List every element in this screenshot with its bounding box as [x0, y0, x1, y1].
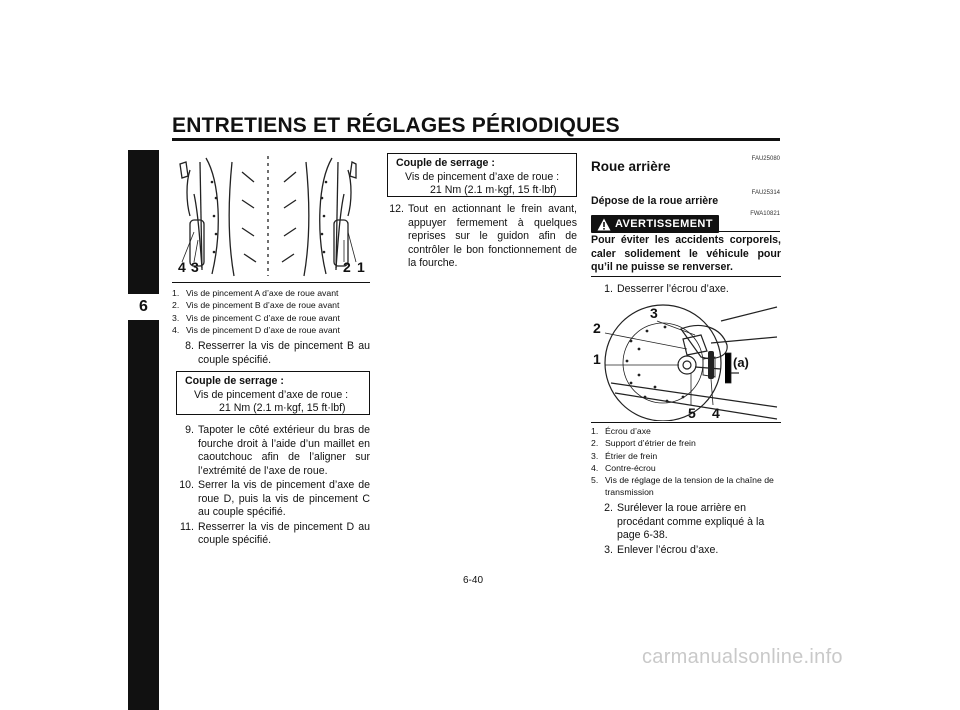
caption-item: 3. Vis de pincement C d’axe de roue avant: [172, 312, 340, 323]
ref-code: FAU25080: [751, 156, 780, 162]
front-axle-figure: [172, 152, 370, 280]
title-rule: [172, 138, 780, 141]
chapter-number: 6: [128, 294, 159, 320]
figure2-caption-list: [591, 425, 783, 499]
callout-2: 2: [593, 320, 601, 336]
callout-1: 1: [357, 259, 365, 275]
caption-item: 1. Écrou d’axe: [591, 426, 651, 436]
torque-value: 21 Nm (2.1 m·kgf, 15 ft·lbf): [219, 402, 346, 414]
caption-item: 5. Vis de réglage de la tension de la chaîne de transmission: [591, 475, 774, 498]
callout-4: 4: [178, 259, 186, 275]
warning-text: Pour éviter les accidents corporels, caler solidement le véhicule pour qu’il ne puisse se renverser.: [591, 234, 781, 273]
section-title: Roue arrière: [591, 159, 671, 174]
step-item: 2. Surélever la roue arrière en procédant comme expliqué à la page 6-38.: [604, 502, 765, 541]
caption-item: 2. Vis de pincement B d’axe de roue avant: [172, 300, 340, 311]
figure-divider: [172, 282, 370, 283]
step-item: 9. Tapoter le côté extérieur du bras de fourche droit à l’aide d’un maillet en caoutchouc afin de l’aligner sur l’extrémité de l’axe de roue.: [185, 424, 370, 477]
step-12: [382, 203, 577, 272]
sub-title: Dépose de la roue arrière: [591, 195, 719, 207]
callout-5: 5: [688, 405, 696, 421]
rear-axle-figure: [591, 301, 781, 421]
ref-code: FWA10821: [750, 211, 780, 217]
caption-item: 4. Vis de pincement D d’axe de roue avant: [172, 324, 340, 335]
caption-item: 3. Étrier de frein: [591, 450, 658, 461]
front-fork-illustration: [172, 152, 370, 280]
step-item: 3. Enlever l’écrou d’axe.: [604, 543, 719, 556]
chapter-tab: [128, 150, 159, 710]
callout-3: 3: [650, 305, 658, 321]
step-item: 11. Resserrer la vis de pincement D au couple spécifié.: [180, 520, 370, 546]
warning-label: AVERTISSEMENT: [615, 218, 713, 230]
warning-top-rule: [718, 231, 780, 232]
page-number: 6-40: [463, 575, 484, 586]
figure1-caption-list: [172, 287, 372, 336]
callout-1: 1: [593, 351, 601, 367]
step-item: 8. Resserrer la vis de pincement B au couple spécifié.: [185, 340, 370, 366]
caption-item: 4. Contre-écrou: [591, 462, 656, 473]
warning-banner: [591, 215, 719, 233]
torque-spec-box-1: [176, 371, 370, 415]
callout-4: 4: [712, 405, 720, 421]
warning-bottom-rule: [591, 276, 781, 277]
callout-3: 3: [191, 259, 199, 275]
watermark: carmanualsonline.info: [642, 646, 843, 668]
torque-heading: Couple de serrage :: [185, 375, 284, 387]
dimension-label: (a): [733, 355, 749, 370]
rear-axle-illustration: [591, 301, 781, 421]
torque-value: 21 Nm (2.1 m·kgf, 15 ft·lbf): [430, 184, 557, 196]
steps-2-3: [591, 502, 783, 558]
page-title: ENTRETIENS ET RÉGLAGES PÉRIODIQUES: [172, 114, 620, 137]
step-1: [591, 283, 781, 298]
step-item: 12. Tout en actionnant le frein avant, appuyer fermement à quelques reprises sur le guidon afin de contrôler le bon fonctionnement de la fourche.: [389, 203, 577, 269]
step-8: [172, 340, 370, 368]
callout-2: 2: [343, 259, 351, 275]
torque-label: Vis de pincement d’axe de roue :: [405, 170, 560, 183]
steps-9-11: [172, 424, 370, 549]
torque-spec-box-2: [387, 153, 577, 197]
caption-item: 1. Vis de pincement A d’axe de roue avant: [172, 288, 339, 298]
step-item: 1. Desserrer l’écrou d’axe.: [604, 283, 729, 295]
torque-label: Vis de pincement d’axe de roue :: [194, 388, 349, 401]
caption-item: 2. Support d’étrier de frein: [591, 438, 696, 449]
warning-triangle-icon: [597, 218, 611, 231]
figure-divider: [591, 422, 781, 423]
ref-code: FAU25314: [751, 190, 780, 196]
torque-heading: Couple de serrage :: [396, 157, 495, 169]
step-item: 10. Serrer la vis de pincement d’axe de roue D, puis la vis de pincement C au couple spécifié.: [179, 479, 370, 518]
